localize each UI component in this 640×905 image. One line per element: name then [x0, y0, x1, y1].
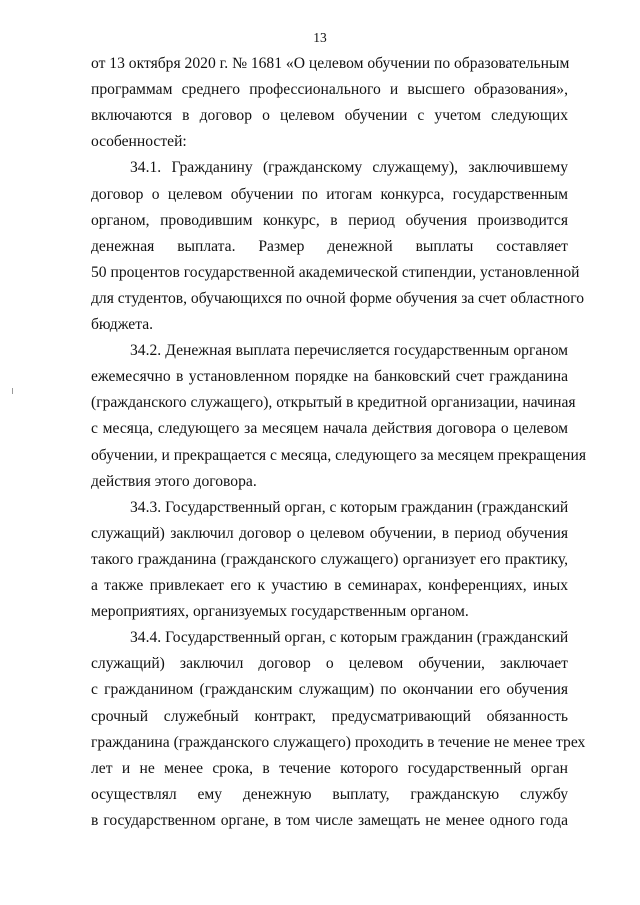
text-line: особенностей: [91, 133, 187, 151]
text-line: для студентов, обучающихся по очной форме обучения за счет областного [91, 289, 584, 307]
text-line: 34.1. Гражданину (гражданскому служащему), заключившему [130, 159, 568, 177]
text-line: срочный служебный контракт, предусматривающий обязанность [91, 707, 568, 725]
text-line: обучении, и прекращается с месяца, следующего за месяцем прекращения [91, 446, 586, 464]
margin-mark [12, 388, 13, 394]
text-line: 34.2. Денежная выплата перечисляется государственным органом [130, 342, 568, 360]
text-line: в государственном органе, в том числе замещать не менее одного года [91, 811, 568, 829]
text-line: лет и не менее срока, в течение которого государственный орган [91, 759, 568, 777]
text-line: а также привлекает его к участию в семинарах, конференциях, иных [91, 577, 568, 594]
page-number: 13 [313, 30, 327, 45]
text-line: 50 процентов государственной академической стипендии, установленной [91, 263, 580, 281]
text-line: органом, проводившим конкурс, в период обучения производится [91, 211, 568, 229]
text-line: бюджета. [91, 316, 154, 333]
text-line: служащий) заключил договор о целевом обучении, заключает [91, 655, 568, 673]
text-line: осуществлял ему денежную выплату, гражданскую службу [91, 785, 568, 803]
text-line: 34.4. Государственный орган, с которым гражданин (гражданский [130, 629, 569, 647]
text-line: с месяца, следующего за месяцем начала действия договора о целевом [91, 420, 568, 438]
text-line: ежемесячно в установленном порядке на банковский счет гражданина [91, 368, 568, 386]
text-line: денежная выплата. Размер денежной выплаты составляет [91, 237, 568, 255]
text-line: программам среднего профессионального и высшего образования», [91, 81, 568, 99]
text-line: гражданина (гражданского служащего) проходить в течение не менее трех [91, 733, 586, 751]
text-line: мероприятиях, организуемых государственным органом. [91, 603, 469, 621]
text-line: (гражданского служащего), открытый в кредитной организации, начиная [91, 394, 576, 412]
text-line: с гражданином (гражданским служащим) по окончании его обучения [91, 681, 568, 699]
text-line: включаются в договор о целевом обучении с учетом следующих [91, 107, 568, 125]
text-line: действия этого договора. [91, 472, 257, 490]
text-line: служащий) заключил договор о целевом обучении, в период обучения [91, 524, 568, 542]
text-line: 34.3. Государственный орган, с которым гражданин (гражданский [130, 498, 569, 516]
text-line: такого гражданина (гражданского служащего) организует его практику, [91, 550, 568, 568]
text-line: от 13 октября 2020 г. № 1681 «О целевом обучении по образовательным [91, 55, 570, 72]
text-line: договор о целевом обучении по итогам конкурса, государственным [91, 185, 568, 203]
